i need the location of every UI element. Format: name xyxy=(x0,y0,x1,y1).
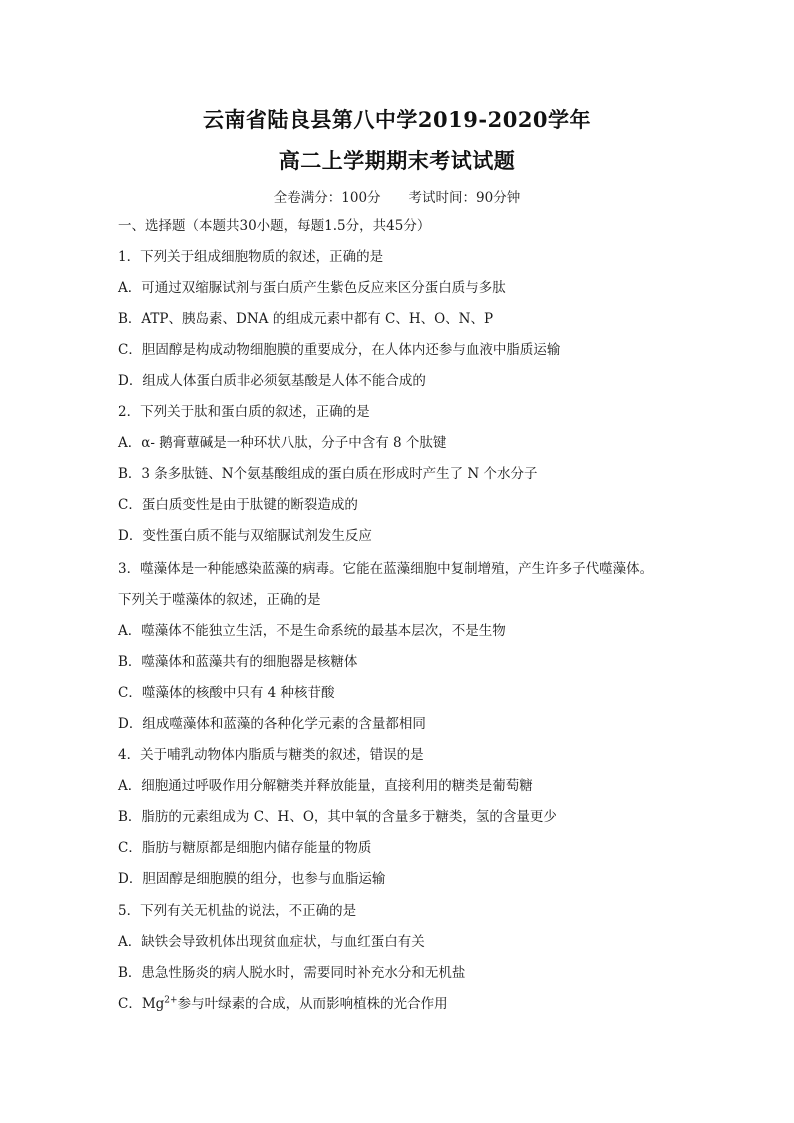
option-a: A．缺铁会导致机体出现贫血症状，与血红蛋白有关 xyxy=(118,934,425,950)
option-a: A．噬藻体不能独立生活，不是生命系统的最基本层次，不是生物 xyxy=(118,623,506,639)
question-stem: 4．关于哺乳动物体内脂质与糖类的叙述，错误的是 xyxy=(118,747,424,763)
section-heading: 一、选择题（本题共30小题，每题1.5分，共45分） xyxy=(118,218,431,234)
option-d: D．组成人体蛋白质非必须氨基酸是人体不能合成的 xyxy=(118,373,426,389)
option-a: A．α- 鹅膏蕈碱是一种环状八肽，分子中含有 8 个肽键 xyxy=(118,435,447,451)
question-stem-continued: 下列关于噬藻体的叙述，正确的是 xyxy=(118,592,321,608)
option-b: B．3 条多肽链、N个氨基酸组成的蛋白质在形成时产生了 N 个水分子 xyxy=(118,466,538,482)
exam-title-line1: 云南省陆良县第八中学2019-2020学年 xyxy=(202,107,592,132)
question-stem: 3．噬藻体是一种能感染蓝藻的病毒。它能在蓝藻细胞中复制增殖，产生许多子代噬藻体。 xyxy=(118,561,654,577)
option-c: C．胆固醇是构成动物细胞膜的重要成分，在人体内还参与血液中脂质运输 xyxy=(118,342,561,358)
option-a: A．细胞通过呼吸作用分解糖类并释放能量，直接利用的糖类是葡萄糖 xyxy=(118,778,533,794)
exam-meta xyxy=(0,186,794,206)
option-b: B．脂肪的元素组成为 C、H、O，其中氧的含量多于糖类，氢的含量更少 xyxy=(118,809,557,825)
option-d: D．胆固醇是细胞膜的组分，也参与血脂运输 xyxy=(118,871,386,887)
option-c: C．噬藻体的核酸中只有 4 种核苷酸 xyxy=(118,685,335,701)
option-d: D．组成噬藻体和蓝藻的各种化学元素的含量都相同 xyxy=(118,716,426,732)
exam-title-line2: 高二上学期期末考试试题 xyxy=(278,148,516,173)
option-c-text: 参与叶绿素的合成，从而影响植株的光合作用 xyxy=(177,996,448,1012)
ion-charge-superscript: 2+ xyxy=(164,995,178,1006)
option-c-prefix: C．Mg xyxy=(118,996,165,1012)
option-a: A．可通过双缩脲试剂与蛋白质产生紫色反应来区分蛋白质与多肽 xyxy=(118,280,506,296)
option-c: C．脂肪与糖原都是细胞内储存能量的物质 xyxy=(118,840,372,856)
option-b: B．ATP、胰岛素、DNA 的组成元素中都有 C、H、O、N、P xyxy=(118,311,494,327)
option-c: C．蛋白质变性是由于肽键的断裂造成的 xyxy=(118,497,358,513)
exam-time: 考试时间：90分钟 xyxy=(408,190,521,206)
question-stem: 1．下列关于组成细胞物质的叙述，正确的是 xyxy=(118,249,384,265)
option-b: B．患急性肠炎的病人脱水时，需要同时补充水分和无机盐 xyxy=(118,965,466,981)
full-score: 全卷满分：100分 xyxy=(273,190,381,206)
option-c xyxy=(118,995,448,1013)
question-stem: 5．下列有关无机盐的说法，不正确的是 xyxy=(118,903,357,919)
question-stem: 2．下列关于肽和蛋白质的叙述，正确的是 xyxy=(118,404,370,420)
option-d: D．变性蛋白质不能与双缩脲试剂发生反应 xyxy=(118,528,372,544)
option-b: B．噬藻体和蓝藻共有的细胞器是核糖体 xyxy=(118,654,358,670)
